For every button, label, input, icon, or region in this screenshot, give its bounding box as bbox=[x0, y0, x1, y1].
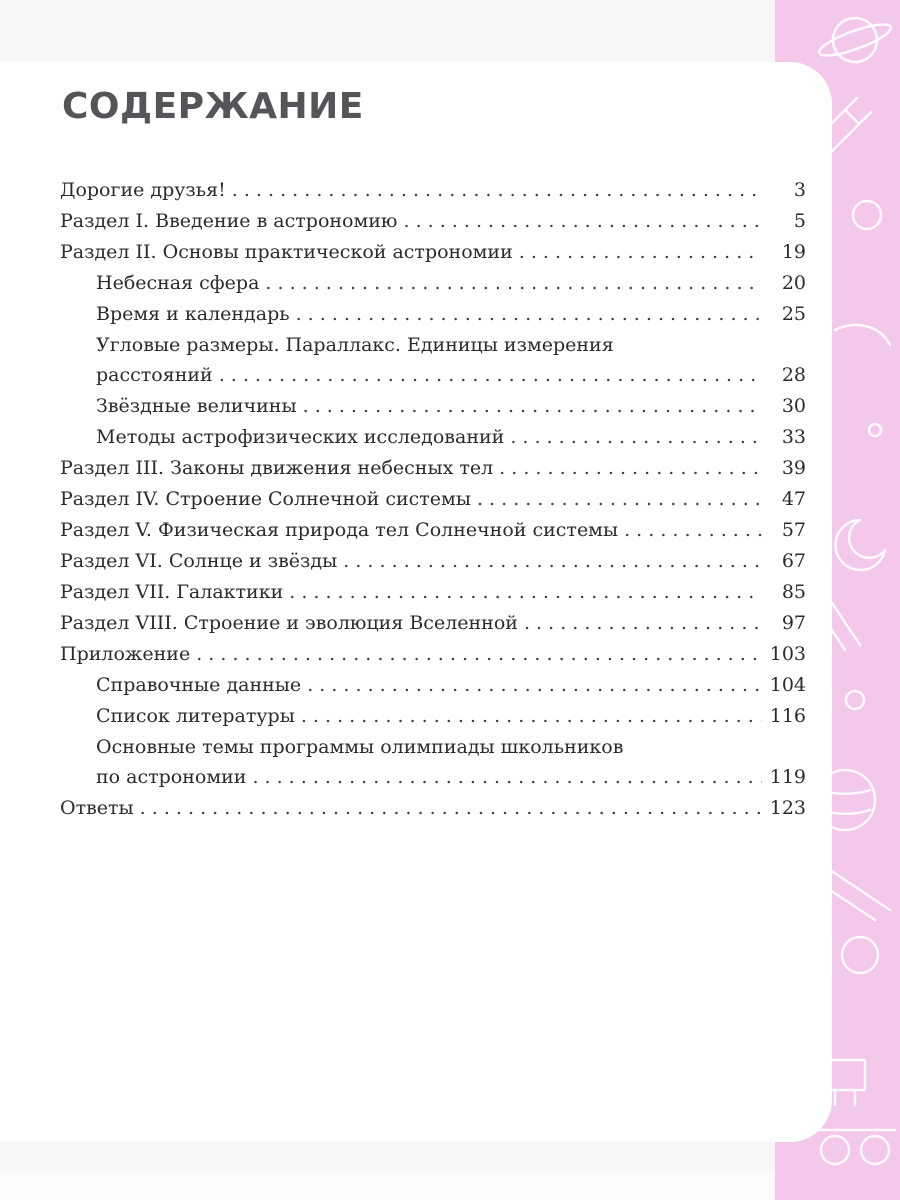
dot-leader bbox=[624, 515, 762, 546]
toc-entry-section-2[interactable] bbox=[60, 237, 806, 268]
dot-leader bbox=[307, 670, 762, 701]
dot-leader bbox=[519, 237, 762, 268]
toc-entry-olympiad-topics[interactable] bbox=[60, 732, 806, 793]
toc-entry-section-3[interactable] bbox=[60, 453, 806, 484]
toc-entry-label: Раздел VII. Галактики bbox=[60, 581, 284, 603]
toc-entry-page: 39 bbox=[781, 457, 806, 479]
dot-leader bbox=[524, 608, 762, 639]
toc-entry-label: Дорогие друзья! bbox=[60, 179, 226, 201]
toc-entry-intro[interactable] bbox=[60, 175, 806, 206]
toc-entry-label: Время и календарь bbox=[96, 303, 290, 325]
toc-entry-label: Раздел III. Законы движения небесных тел bbox=[60, 457, 494, 479]
toc-entry-label-line1: Угловые размеры. Параллакс. Единицы измерения bbox=[96, 334, 614, 356]
toc-entry-label: Раздел VIII. Строение и эволюция Вселенной bbox=[60, 612, 518, 634]
toc-entry-section-4[interactable] bbox=[60, 484, 806, 515]
toc-entry-page: 116 bbox=[769, 705, 806, 727]
toc-entry-label: Список литературы bbox=[96, 705, 295, 727]
dot-leader bbox=[510, 422, 762, 453]
dot-leader bbox=[232, 175, 762, 206]
toc-entry-page: 5 bbox=[793, 210, 806, 232]
toc-entry-time-calendar[interactable] bbox=[60, 299, 806, 330]
dot-leader bbox=[219, 360, 762, 391]
toc-entry-magnitudes[interactable] bbox=[60, 391, 806, 422]
dot-leader bbox=[499, 453, 762, 484]
dot-leader bbox=[403, 206, 762, 237]
toc-entry-page: 119 bbox=[769, 766, 806, 788]
toc-entry-page: 20 bbox=[781, 272, 806, 294]
toc-entry-label: Раздел II. Основы практической астрономии bbox=[60, 241, 513, 263]
toc-entry-label: Методы астрофизических исследований bbox=[96, 426, 505, 448]
toc-entry-page: 19 bbox=[781, 241, 806, 263]
toc-entry-page: 3 bbox=[793, 179, 806, 201]
toc-entry-label: Небесная сфера bbox=[96, 272, 260, 294]
toc-entry-reference-data[interactable] bbox=[60, 670, 806, 701]
toc-entry-section-6[interactable] bbox=[60, 546, 806, 577]
page-bottom-margin bbox=[0, 1170, 775, 1200]
toc-entry-label: Раздел VI. Солнце и звёзды bbox=[60, 550, 338, 572]
toc-entry-page: 103 bbox=[769, 643, 806, 665]
toc-entry-label-line1: Основные темы программы олимпиады школьников bbox=[96, 736, 624, 758]
toc-entry-label: Раздел I. Введение в астрономию bbox=[60, 210, 398, 232]
toc-entry-page: 67 bbox=[781, 550, 806, 572]
toc-entry-astrophysics-methods[interactable] bbox=[60, 422, 806, 453]
dot-leader bbox=[343, 546, 762, 577]
toc-entry-label: Справочные данные bbox=[96, 674, 302, 696]
toc-entry-label-line2: расстояний bbox=[96, 364, 213, 386]
toc-entry-page: 123 bbox=[769, 797, 806, 819]
toc-entry-label: Раздел V. Физическая природа тел Солнечной системы bbox=[60, 519, 619, 541]
toc-entry-section-7[interactable] bbox=[60, 577, 806, 608]
toc-entry-label: Раздел IV. Строение Солнечной системы bbox=[60, 488, 471, 510]
dot-leader bbox=[303, 391, 762, 422]
toc-entry-section-1[interactable] bbox=[60, 206, 806, 237]
toc-entry-page: 25 bbox=[781, 303, 806, 325]
toc-entry-page: 33 bbox=[781, 426, 806, 448]
toc-entry-angular-sizes[interactable] bbox=[60, 330, 806, 391]
toc-entry-page: 85 bbox=[781, 581, 806, 603]
toc-entry-page: 57 bbox=[781, 519, 806, 541]
dot-leader bbox=[252, 762, 762, 793]
toc-entry-page: 104 bbox=[769, 674, 806, 696]
dot-leader bbox=[301, 701, 762, 732]
dot-leader bbox=[289, 577, 762, 608]
dot-leader bbox=[296, 299, 762, 330]
table-of-contents bbox=[60, 175, 806, 824]
toc-entry-page: 47 bbox=[781, 488, 806, 510]
toc-entry-label: Ответы bbox=[60, 797, 134, 819]
toc-entry-page: 30 bbox=[781, 395, 806, 417]
dot-leader bbox=[140, 793, 762, 824]
toc-entry-label: Звёздные величины bbox=[96, 395, 297, 417]
dot-leader bbox=[196, 639, 762, 670]
toc-entry-label: Приложение bbox=[60, 643, 191, 665]
dot-leader bbox=[265, 268, 762, 299]
page-title: СОДЕРЖАНИЕ bbox=[62, 86, 364, 127]
toc-entry-appendix[interactable] bbox=[60, 639, 806, 670]
toc-entry-page: 97 bbox=[781, 612, 806, 634]
toc-entry-section-8[interactable] bbox=[60, 608, 806, 639]
toc-entry-section-5[interactable] bbox=[60, 515, 806, 546]
toc-entry-bibliography[interactable] bbox=[60, 701, 806, 732]
dot-leader bbox=[477, 484, 762, 515]
toc-entry-answers[interactable] bbox=[60, 793, 806, 824]
toc-entry-page: 28 bbox=[781, 364, 806, 386]
toc-entry-celestial-sphere[interactable] bbox=[60, 268, 806, 299]
toc-entry-label-line2: по астрономии bbox=[96, 766, 247, 788]
